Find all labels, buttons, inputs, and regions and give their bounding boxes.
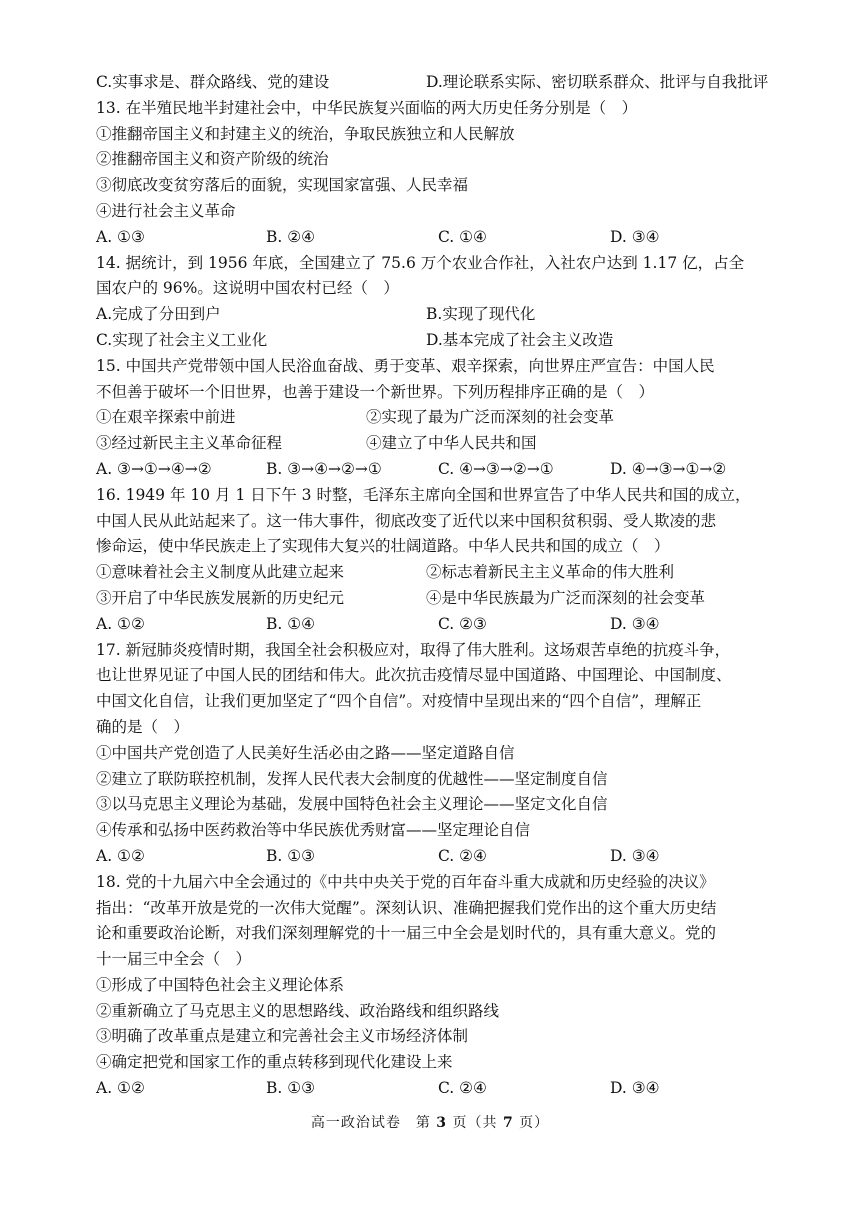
q12-option-d: D.理论联系实际、密切联系群众、批评与自我批评 <box>426 73 769 91</box>
q17-option-b: B. ①③ <box>266 846 316 865</box>
q18-option-a: A. ①② <box>96 1079 145 1098</box>
q17-options <box>96 844 816 870</box>
q17-item-1: ①中国共产党创造了人民美好生活必由之路——坚定道路自信 <box>96 743 515 762</box>
q18-item-2: ②重新确立了马克思主义的思想路线、政治路线和组织路线 <box>96 1001 500 1020</box>
q17-item-2: ②建立了联防联控机制，发挥人民代表大会制度的优越性——坚定制度自信 <box>96 769 608 788</box>
q18-option-c: C. ②④ <box>438 1079 487 1098</box>
q16-stem-line-1: 16. 1949 年 10 月 1 日下午 3 时整，毛泽东主席向全国和世界宣告了中华人民共和国的成立， <box>96 485 751 504</box>
q16-option-d: D. ③④ <box>610 614 660 633</box>
q12-option-c: C.实事求是、群众路线、党的建设 <box>96 73 330 91</box>
q14-option-a: A.完成了分田到户 <box>96 305 221 324</box>
q18-item-4: ④确定把党和国家工作的重点转移到现代化建设上来 <box>96 1053 453 1072</box>
q18-option-d: D. ③④ <box>610 1079 660 1098</box>
q18-item-1: ①形成了中国特色社会主义理论体系 <box>96 975 345 994</box>
footer-suffix: 页） <box>513 1115 550 1131</box>
q14-options-ab <box>96 302 816 328</box>
q16-option-a: A. ①② <box>96 614 145 633</box>
footer-prefix: 高一政治试卷 第 <box>310 1115 437 1131</box>
q14-options-cd <box>96 328 816 354</box>
q13-options <box>96 225 816 251</box>
q17-option-c: C. ②④ <box>438 846 487 865</box>
footer-middle: 页（共 <box>447 1115 503 1131</box>
q13-stem: 13. 在半殖民地半封建社会中，中华民族复兴面临的两大历史任务分别是（ ） <box>96 98 638 117</box>
q14-option-c: C.实现了社会主义工业化 <box>96 330 268 349</box>
q16-items-12 <box>96 560 816 586</box>
q16-item-1: ①意味着社会主义制度从此建立起来 <box>96 563 345 582</box>
q16-options <box>96 612 816 638</box>
q15-item-3: ③经过新民主主义革命征程 <box>96 434 283 453</box>
q18-stem-line-2: 指出：“改革开放是党的一次伟大觉醒”。深刻认识、准确把握我们党作出的这个重大历史结 <box>96 898 717 917</box>
q16-item-4: ④是中华民族最为广泛而深刻的社会变革 <box>426 588 706 607</box>
q14-option-d: D.基本完成了社会主义改造 <box>426 330 614 349</box>
q13-item-3: ③彻底改变贫穷落后的面貌，实现国家富强、人民幸福 <box>96 176 469 195</box>
q13-option-d: D. ③④ <box>610 227 660 246</box>
q18-item-3: ③明确了改革重点是建立和完善社会主义市场经济体制 <box>96 1027 469 1046</box>
q15-option-a: A. ③→①→④→② <box>96 459 212 478</box>
q17-stem-line-2: 也让世界见证了中国人民的团结和伟大。此次抗击疫情尽显中国道路、中国理论、中国制度、 <box>96 666 732 685</box>
q15-item-2: ②实现了最为广泛而深刻的社会变革 <box>366 408 615 427</box>
q15-option-d: D. ④→③→①→② <box>610 459 727 478</box>
q17-option-d: D. ③④ <box>610 846 660 865</box>
q15-items-12 <box>96 405 816 431</box>
q18-options <box>96 1076 816 1102</box>
q16-item-2: ②标志着新民主主义革命的伟大胜利 <box>426 563 675 582</box>
footer-page-number: 3 <box>436 1115 448 1131</box>
q16-items-34 <box>96 586 816 612</box>
q16-option-b: B. ①④ <box>266 614 316 633</box>
q15-option-b: B. ③→④→②→① <box>266 459 382 478</box>
q13-item-1: ①推翻帝国主义和封建主义的统治，争取民族独立和人民解放 <box>96 124 515 143</box>
q18-stem-line-3: 论和重要政治论断，对我们深刻理解党的十一届三中全会是划时代的，具有重大意义。党的 <box>96 924 717 943</box>
q13-option-b: B. ②④ <box>266 227 316 246</box>
q16-item-3: ③开启了中华民族发展新的历史纪元 <box>96 588 345 607</box>
q17-stem-line-4: 确的是（ ） <box>96 717 190 736</box>
q18-option-b: B. ①③ <box>266 1079 316 1098</box>
q14-stem-line-1: 14. 据统计，到 1956 年底，全国建立了 75.6 万个农业合作社，入社农户达到 1.17 亿，占全 <box>96 253 745 272</box>
q13-option-a: A. ①③ <box>96 227 145 246</box>
q15-items-34 <box>96 431 816 457</box>
q15-options <box>96 457 816 483</box>
q16-stem-line-3: 惨命运，使中华民族走上了实现伟大复兴的壮阔道路。中华人民共和国的成立（ ） <box>96 537 670 556</box>
q13-item-4: ④进行社会主义革命 <box>96 201 236 220</box>
q17-stem-line-3: 中国文化自信，让我们更加坚定了“四个自信”。对疫情中呈现出来的“四个自信”，理解正 <box>96 692 702 711</box>
question-content <box>96 70 816 1102</box>
q17-item-4: ④传承和弘扬中医药救治等中华民族优秀财富——坚定理论自信 <box>96 821 531 840</box>
q12-options-cd <box>96 70 816 96</box>
q16-stem-line-2: 中国人民从此站起来了。这一伟大事件，彻底改变了近代以来中国积贫积弱、受人欺凌的悲 <box>96 511 717 530</box>
q18-stem-line-4: 十一届三中全会（ ） <box>96 950 252 969</box>
q15-stem-line-1: 15. 中国共产党带领中国人民浴血奋战、勇于变革、艰辛探索，向世界庄严宣告：中国人民 <box>96 356 715 375</box>
q15-stem-line-2: 不但善于破坏一个旧世界，也善于建设一个新世界。下列历程排序正确的是（ ） <box>96 382 655 401</box>
q14-option-b: B.实现了现代化 <box>426 305 536 324</box>
q17-item-3: ③以马克思主义理论为基础，发展中国特色社会主义理论——坚定文化自信 <box>96 795 608 814</box>
q15-option-c: C. ④→③→②→① <box>438 459 554 478</box>
q15-item-4: ④建立了中华人民共和国 <box>366 434 537 453</box>
footer-total-pages: 7 <box>502 1115 514 1131</box>
q17-option-a: A. ①② <box>96 846 145 865</box>
page-footer <box>0 1112 860 1132</box>
q15-item-1: ①在艰辛探索中前进 <box>96 408 236 427</box>
q16-option-c: C. ②③ <box>438 614 487 633</box>
q14-stem-line-2: 国农户的 96%。这说明中国农村已经（ ） <box>96 279 399 298</box>
q18-stem-line-1: 18. 党的十九届六中全会通过的《中共中央关于党的百年奋斗重大成就和历史经验的决议》 <box>96 872 715 891</box>
q13-item-2: ②推翻帝国主义和资产阶级的统治 <box>96 150 329 169</box>
q17-stem-line-1: 17. 新冠肺炎疫情时期，我国全社会积极应对，取得了伟大胜利。这场艰苦卓绝的抗疫斗争， <box>96 640 731 659</box>
q13-option-c: C. ①④ <box>438 227 487 246</box>
